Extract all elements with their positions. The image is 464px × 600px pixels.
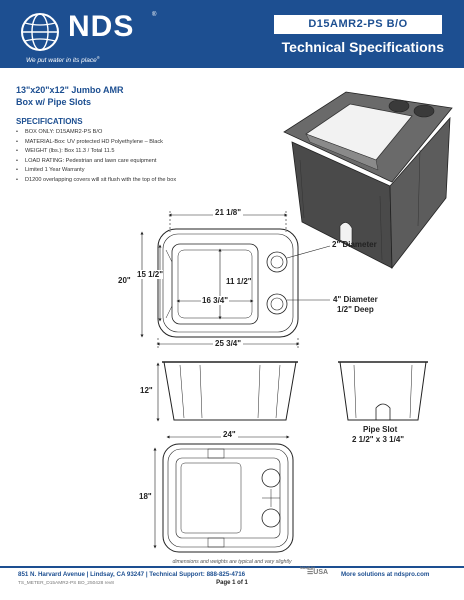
spec-item: • MATERIAL-Box: UV protected HD Polyethylene – Black — [16, 138, 176, 148]
page-number: Page 1 of 1 — [216, 580, 248, 586]
dimensions-note: dimensions and weights are typical and vary slightly — [172, 559, 292, 565]
bottom-view-drawing — [163, 444, 293, 552]
document-id: TS_METER_D15AMR2-PS BO_250428 rev8 — [18, 581, 114, 586]
spec-item: • D1200 overlapping covers will sit flush with the top of the box — [16, 176, 176, 186]
usa-flag-icon: ☰ — [307, 569, 314, 576]
dim-inner-length: 15 1/2" — [137, 270, 164, 279]
footer-address: 851 N. Harvard Avenue | Lindsay, CA 93247 | Technical Support: 888-825-4716 — [18, 571, 246, 578]
dim-hole-diameter: 2" Diameter — [332, 240, 377, 249]
part-number: D15AMR2-PS B/O — [274, 15, 442, 34]
pipe-slot-label: Pipe Slot — [363, 425, 398, 434]
spec-item: • LOAD RATING: Pedestrian and lawn care equipment — [16, 157, 176, 167]
dim-recess-depth: 1/2" Deep — [337, 305, 374, 314]
pipe-slot-size: 2 1/2" x 3 1/4" — [352, 435, 405, 444]
front-view-drawing — [162, 362, 298, 420]
specifications-heading: SPECIFICATIONS — [16, 117, 83, 126]
dim-bottom-width: 25 3/4" — [215, 339, 242, 348]
footer-divider — [0, 566, 464, 568]
more-solutions-link[interactable]: More solutions at ndspro.com — [341, 571, 430, 578]
dim-inner-height: 11 1/2" — [226, 277, 252, 286]
product-title-line1: 13"x20"x12" Jumbo AMR — [16, 85, 124, 95]
dim-base-length: 18" — [139, 492, 152, 501]
brand-tagline: We put water in its place® — [26, 55, 100, 65]
dim-top-width: 21 1/8" — [215, 208, 242, 217]
spec-item: • BOX ONLY: D15AMR2-PS B/O — [16, 128, 176, 138]
side-view-drawing — [338, 362, 428, 420]
spec-item: • Limited 1 Year Warranty — [16, 166, 176, 176]
dim-recess-diameter: 4" Diameter — [333, 295, 378, 304]
dim-inner-width: 16 3/4" — [202, 296, 229, 305]
made-in-label: MADE IN — [300, 566, 315, 570]
page-heading: Technical Specifications — [281, 39, 444, 55]
brand-name: NDS — [68, 10, 135, 43]
dim-overall-length: 20" — [118, 276, 131, 285]
brand-trademark: ® — [152, 12, 157, 18]
dim-height: 12" — [140, 386, 153, 395]
product-title-line2: Box w/ Pipe Slots — [16, 97, 92, 107]
dim-base-width: 24" — [223, 430, 236, 439]
made-in-usa-badge: ☰USA — [307, 569, 329, 576]
spec-item: • WEIGHT (lbs.): Box 11.3 / Total 11.5 — [16, 147, 176, 157]
